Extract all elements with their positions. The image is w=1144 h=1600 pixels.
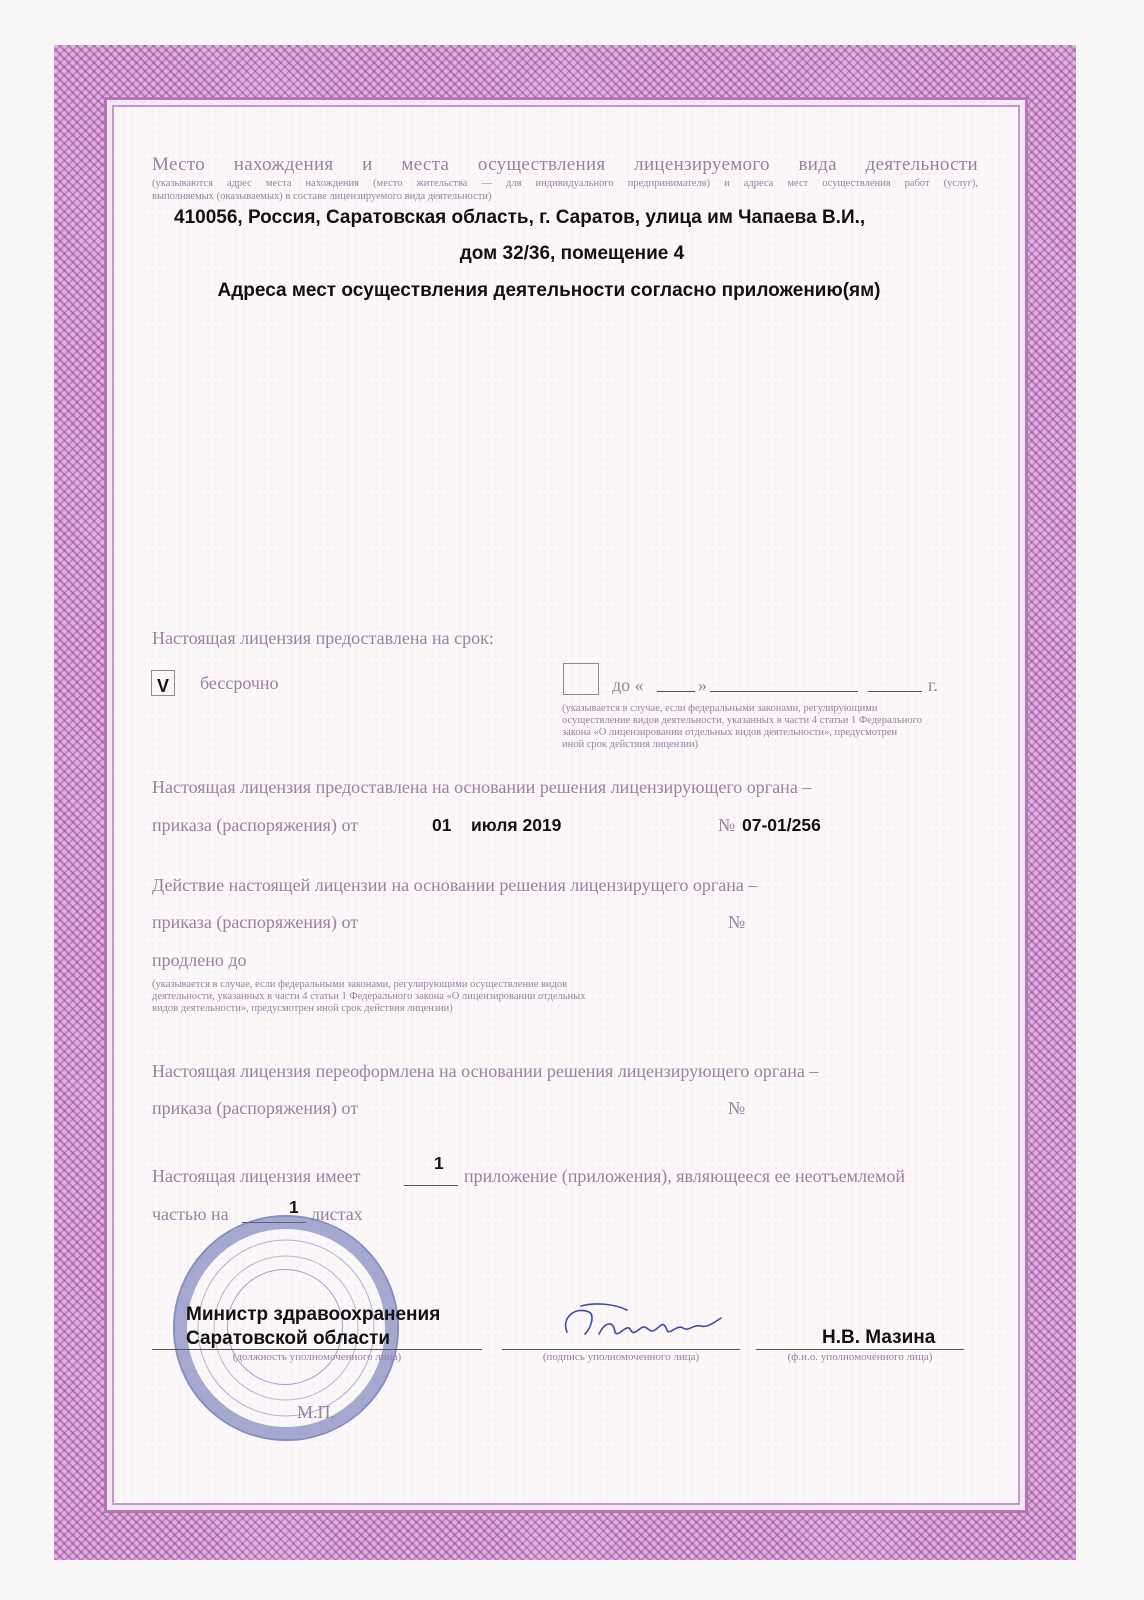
reissue-order-label: приказа (распоряжения) от [152,1098,359,1118]
position-caption: (должность уполномоченного лица) [232,1351,402,1363]
attachments-label-start: Настоящая лицензия имеет [152,1166,361,1186]
until-note [562,703,982,751]
basis-number: 07-01/256 [742,815,821,835]
sheets-label-start: частью на [152,1204,229,1224]
until-note-line2: осуществление видов деятельности, указанных в части 4 статьи 1 Федерального [562,715,922,726]
name-caption: (ф.и.о. уполномоченного лица) [787,1351,933,1363]
basis-month-year: июля 2019 [471,815,562,835]
until-note-line4: иной срок действия лицензии) [562,739,699,750]
address-line3: Адреса мест осуществления деятельности согласно приложению(ям) [217,280,881,301]
sheets-count: 1 [289,1197,299,1217]
reissue-number-label: № [728,1098,746,1118]
basis-order-label: приказа (распоряжения) от [152,815,359,835]
basis-label: Настоящая лицензия предоставлена на основании решения лицензирующего органа – [152,777,812,797]
address-line2: дом 32/36, помещение 4 [459,243,685,264]
extension-note-line2: деятельности, указанных в части 4 статьи 1 Федерального закона «О лицензировании отдельных [152,991,586,1002]
handwritten-signature [555,1298,730,1350]
extension-order-label: приказа (распоряжения) от [152,912,359,932]
until-label: до « [612,675,644,695]
until-note-line1: (указывается в случае, если федеральными законами, регулирующими [562,703,878,714]
attachments-label-end: приложение (приложения), являющееся ее неотъемлемой [464,1166,905,1186]
indefinite-checkbox [151,670,175,696]
extension-note-line1: (указывается в случае, если федеральными законами, регулирующими осуществление видов [152,979,568,990]
until-mid: » [698,675,707,695]
signature-caption: (подпись уполномоченного лица) [542,1351,700,1363]
extension-note-line3: видов деятельности», предусмотрен иной срок действия лицензии) [152,1003,453,1014]
indefinite-label: бессрочно [200,673,279,693]
until-note-line3: закона «О лицензировании отдельных видов деятельности», предусмотрен [562,727,898,738]
extended-until-label: продлено до [152,950,247,970]
signatory-position-line1: Министр здравоохранения [186,1304,441,1325]
seal-place-label: М.П. [297,1402,336,1422]
until-checkbox [563,663,599,695]
reissue-label: Настоящая лицензия переоформлена на основании решения лицензирующего органа – [152,1061,819,1081]
signatory-name: Н.В. Мазина [822,1327,936,1348]
until-year-suffix: г. [928,675,938,695]
header-note-line1: (указываются адрес места нахождения (место жительства — для индивидуального предпринимателя) и адреса мест осуществления работ (услуг), [152,178,978,189]
signatory-position-line2: Саратовской области [186,1328,391,1349]
header-note-line2: выполняемых (оказываемых) в составе лицензируемого вида деятельности) [152,191,492,202]
indefinite-check-mark: V [156,676,169,696]
basis-day: 01 [432,815,452,835]
address-line1: 410056, Россия, Саратовская область, г. Саратов, улица им Чапаева В.И., [174,207,866,228]
term-label: Настоящая лицензия предоставлена на срок: [152,628,494,648]
basis-number-label: № [718,815,736,835]
sheets-label-end: листах [311,1204,363,1224]
attachments-count: 1 [434,1153,444,1173]
extension-number-label: № [728,912,746,932]
header-title: Место нахождения и места осуществления лицензируемого вида деятельности [152,154,978,175]
extension-note [152,979,712,1015]
extension-label: Действие настоящей лицензии на основании решения лицензирущего органа – [152,875,758,895]
